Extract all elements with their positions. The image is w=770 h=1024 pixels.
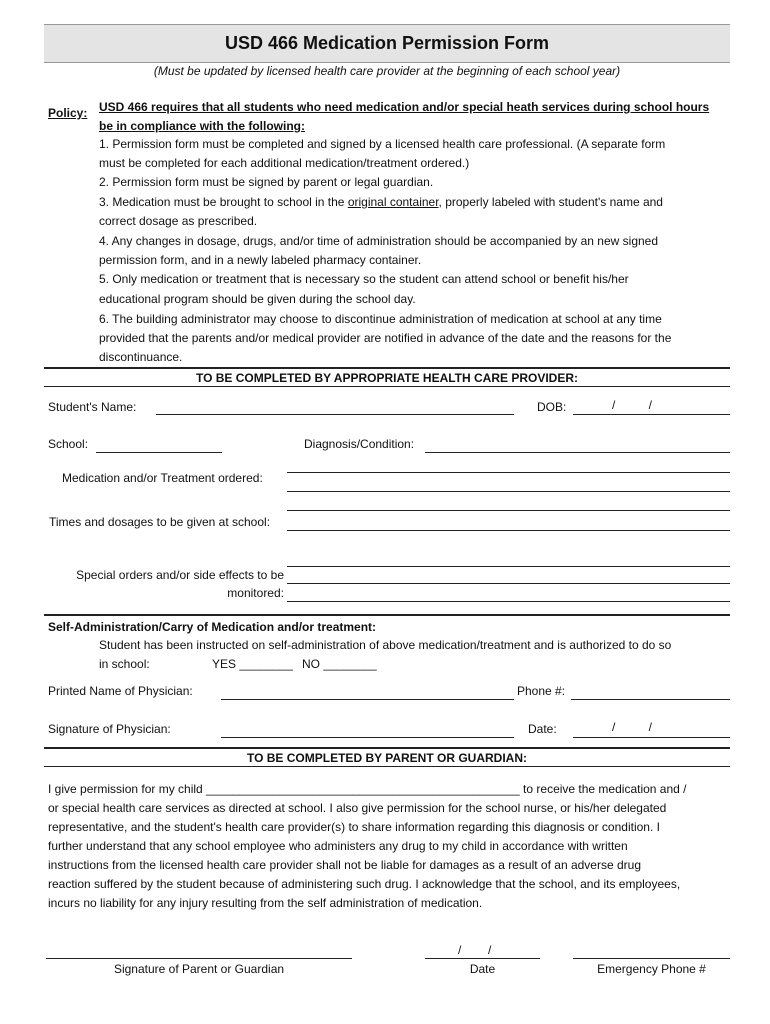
self-admin-no[interactable]: NO ________: [302, 657, 377, 671]
policy-item3-pre: 3. Medication must be brought to school in the: [99, 195, 348, 209]
provider-section-header: TO BE COMPLETED BY APPROPRIATE HEALTH CARE PROVIDER:: [44, 367, 730, 387]
physician-printed-name-field[interactable]: [221, 699, 514, 700]
policy-line: 6. The building administrator may choose to discontinue administration of medication at school at any time: [99, 312, 662, 326]
policy-line: 1. Permission form must be completed and signed by a licensed health care professional. (A separate form: [99, 137, 666, 151]
guardian-paragraph-line: incurs no liability for any injury resulting from the self administration of medication.: [48, 896, 483, 910]
times-field-line1[interactable]: [287, 510, 730, 511]
subtitle: (Must be updated by licensed health care provider at the beginning of each school year): [153, 64, 621, 78]
diagnosis-label: Diagnosis/Condition:: [304, 437, 415, 451]
physician-date-slashes: / /: [612, 720, 653, 734]
times-field-line2[interactable]: [287, 530, 730, 531]
medication-field-line2[interactable]: [287, 491, 730, 492]
guardian-signature-label: Signature of Parent or Guardian: [113, 962, 285, 976]
policy-line-3: [99, 193, 663, 212]
guardian-section-header: TO BE COMPLETED BY PARENT OR GUARDIAN:: [44, 747, 730, 767]
special-orders-field-line2[interactable]: [287, 583, 730, 584]
policy-line: discontinuance.: [99, 350, 183, 364]
dob-slashes: / /: [612, 398, 653, 412]
guardian-paragraph-line: further understand that any school employee who administers any drug to my child in accordance with written: [48, 839, 628, 853]
guardian-paragraph-line: I give permission for my child _______________________________________________ to receive the medication and /: [48, 782, 687, 796]
policy-line: correct dosage as prescribed.: [99, 214, 258, 228]
physician-signature-label: Signature of Physician:: [48, 722, 171, 736]
self-admin-line2-prefix: in school:: [99, 657, 150, 671]
policy-item3-underlined: original container: [347, 195, 439, 209]
policy-intro-line2: be in compliance with the following:: [99, 119, 306, 133]
times-label: Times and dosages to be given at school:: [49, 515, 271, 529]
emergency-phone-label: Emergency Phone #: [597, 962, 706, 976]
guardian-paragraph-line: representative, and the student's health care provider(s) to share information regarding this diagnosis or condition. I: [48, 820, 660, 834]
physician-signature-field[interactable]: [221, 737, 514, 738]
physician-date-label: Date:: [528, 722, 557, 736]
policy-line: 5. Only medication or treatment that is necessary so the student can attend school or benefit his/her: [99, 272, 629, 286]
policy-line: must be completed for each additional medication/treatment ordered.): [99, 156, 470, 170]
policy-line: 4. Any changes in dosage, drugs, and/or time of administration should be accompanied by an new signed: [99, 234, 659, 248]
section-divider: [44, 614, 730, 616]
guardian-paragraph-line: or special health care services as directed at school. I also give permission for the school nurse, or his/her delegated: [48, 801, 667, 815]
policy-intro-line1: USD 466 requires that all students who need medication and/or special heath services during school hours: [99, 100, 710, 114]
policy-line: permission form, and in a newly labeled pharmacy container.: [99, 253, 422, 267]
emergency-phone-field[interactable]: [573, 958, 730, 959]
physician-date-field[interactable]: [573, 737, 730, 738]
guardian-date-label: Date: [469, 962, 496, 976]
self-admin-line1: Student has been instructed on self-administration of above medication/treatment and is authorized to do so: [99, 638, 672, 652]
guardian-date-slashes: / /: [458, 943, 492, 957]
special-orders-field-line1[interactable]: [287, 566, 730, 567]
guardian-signature-field[interactable]: [46, 958, 352, 959]
page-title: USD 466 Medication Permission Form: [44, 24, 730, 63]
school-label: School:: [48, 437, 89, 451]
policy-line: provided that the parents and/or medical provider are notified in advance of the date and the reasons for the: [99, 331, 672, 345]
medication-label: Medication and/or Treatment ordered:: [62, 471, 263, 485]
policy-item3-post: , properly labeled with student's name and: [438, 195, 663, 209]
student-name-field[interactable]: [156, 414, 514, 415]
dob-label: DOB:: [537, 400, 567, 414]
school-field[interactable]: [96, 452, 222, 453]
physician-phone-label: Phone #:: [517, 684, 566, 698]
diagnosis-field[interactable]: [425, 452, 730, 453]
policy-line: 2. Permission form must be signed by parent or legal guardian.: [99, 175, 434, 189]
medication-field-line1[interactable]: [287, 472, 730, 473]
special-orders-field-line3[interactable]: [287, 601, 730, 602]
special-orders-label-2: monitored:: [227, 586, 284, 600]
policy-label: Policy:: [48, 106, 88, 120]
student-name-label: Student's Name:: [48, 400, 137, 414]
physician-phone-field[interactable]: [571, 699, 730, 700]
self-admin-yes[interactable]: YES ________: [212, 657, 293, 671]
guardian-paragraph-line: reaction suffered by the student because of administering such drug. I acknowledge that the school, and its employees,: [48, 877, 681, 891]
physician-printed-name-label: Printed Name of Physician:: [48, 684, 193, 698]
guardian-paragraph-line: instructions from the licensed health care provider shall not be liable for damages as a result of an adverse drug: [48, 858, 641, 872]
guardian-date-field[interactable]: [425, 958, 540, 959]
self-admin-heading: Self-Administration/Carry of Medication and/or treatment:: [48, 620, 377, 634]
policy-line: educational program should be given during the school day.: [99, 292, 416, 306]
special-orders-label-1: Special orders and/or side effects to be: [76, 568, 284, 582]
